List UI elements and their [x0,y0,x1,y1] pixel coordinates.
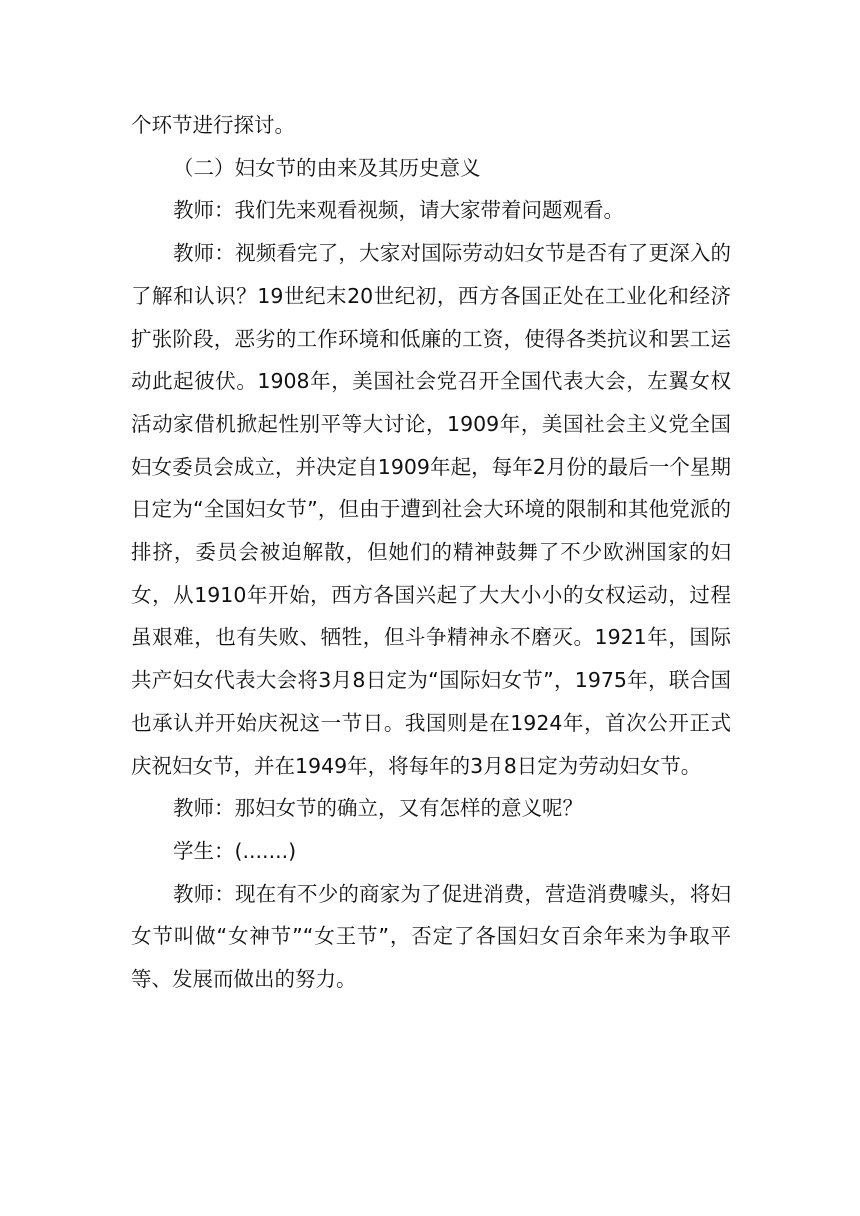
paragraph-teacher-intro: 教师：我们先来观看视频，请大家带着问题观看。 [173,198,624,223]
document-body [131,104,731,1001]
paragraph-teacher-history: 教师：视频看完了，大家对国际劳动妇女节是否有了更深入的了解和认识？19世纪末20世纪初，西方各国正处在工业化和经济扩张阶段，恶劣的工作环境和低廉的工资，使得各类抗议和罢工运动此起彼伏。1908年，美国社会党召开全国代表大会，左翼女权活动家借机掀起性别平等大讨论，1909年，美国社会主义党全国妇女委员会成立，并决定自1909年起，每年2月份的最后一个星期日定为“全国妇女节”，但由于遭到社会大环境的限制和其他党派的排挤，委员会被迫解散，但她们的精神鼓舞了不少欧洲国家的妇女，从1910年开始，西方各国兴起了大大小小的女权运动，过程虽艰难，也有失败、牺牲，但斗争精神永不磨灭。1921年，国际共产妇女代表大会将3月8日定为“国际妇女节”，1975年，联合国也承认并开始庆祝这一节日。我国则是在1924年，首次公开正式庆祝妇女节，并在1949年，将每年的3月8日定为劳动妇女节。 [131,241,731,778]
section-heading: （二）妇女节的由来及其历史意义 [173,155,481,180]
paragraph-continuation: 个环节进行探讨。 [131,113,295,137]
paragraph-student-answer: 学生：(.......) [173,838,297,863]
paragraph-teacher-question: 教师：那妇女节的确立，又有怎样的意义呢？ [173,796,583,821]
paragraph-teacher-commercial: 教师：现在有不少的商家为了促进消费，营造消费噱头，将妇女节叫做“女神节”“女王节”，否定了各国妇女百余年来为争取平等、发展而做出的努力。 [131,881,731,992]
